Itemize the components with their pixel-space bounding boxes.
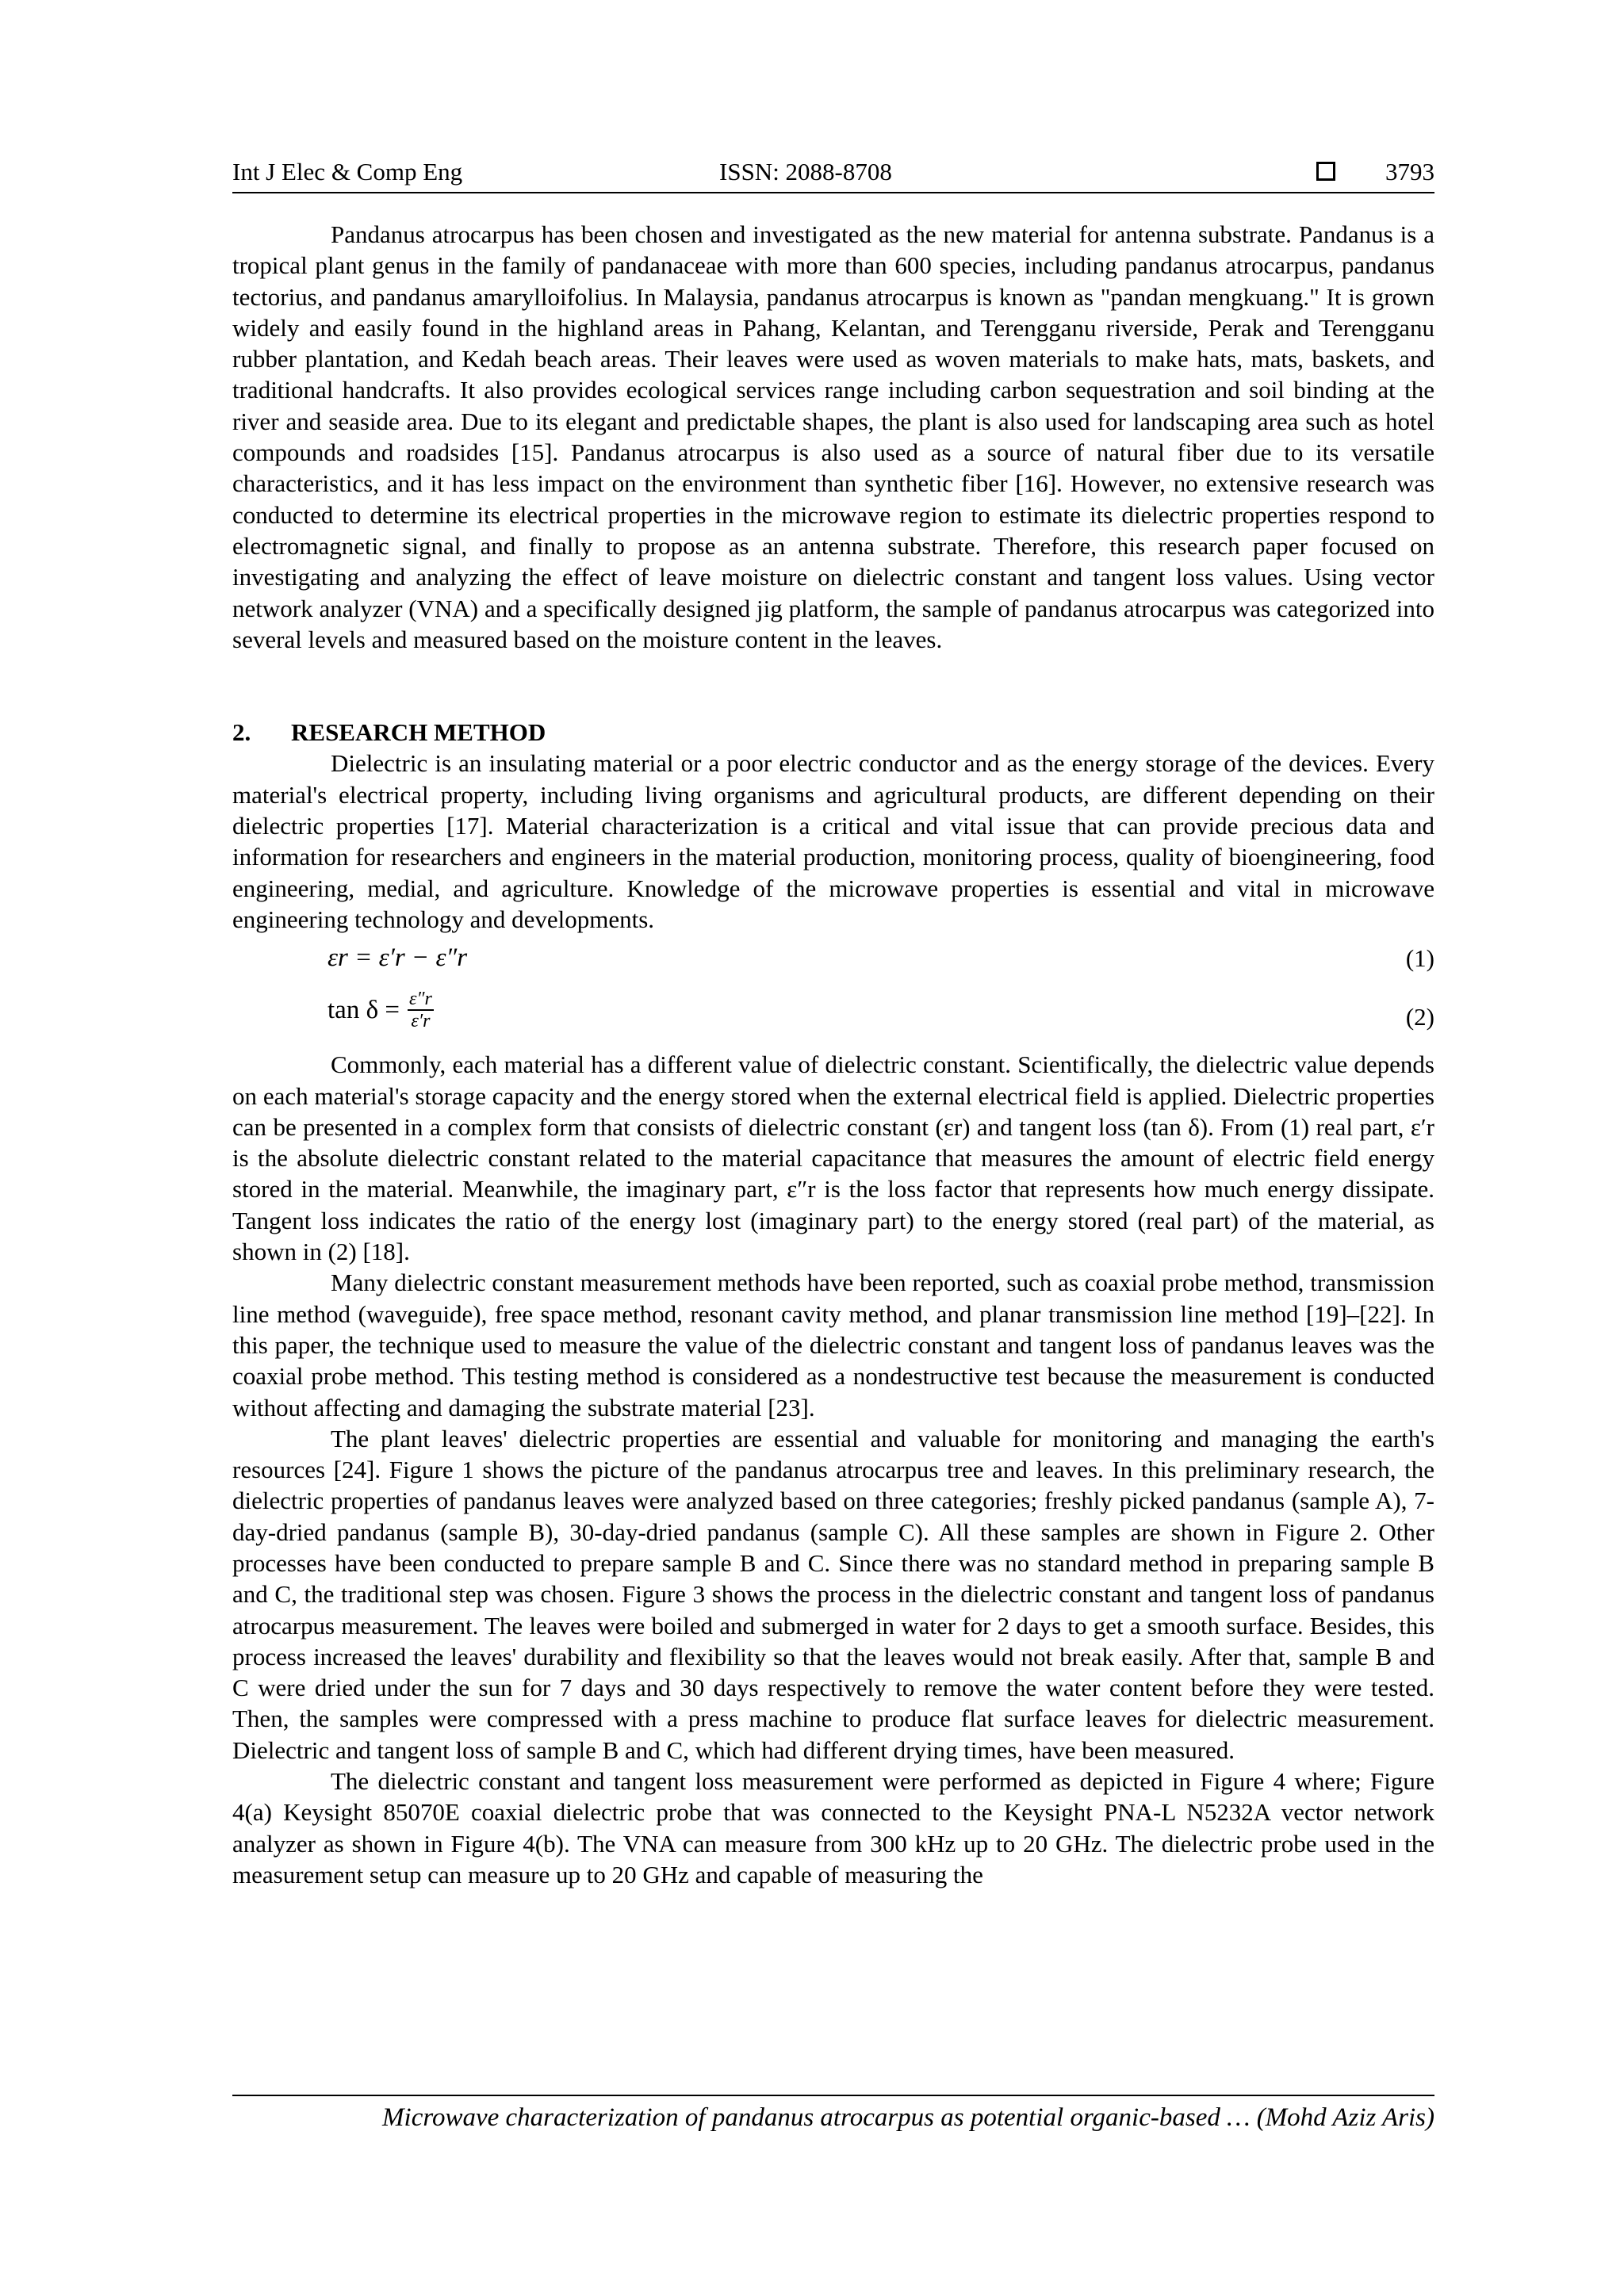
issn: ISSN: 2088-8708 [719,158,892,186]
equation-1-number: (1) [1405,944,1434,973]
journal-name: Int J Elec & Comp Eng [232,158,463,186]
section-heading [232,717,1434,748]
equation-2 [232,982,1434,1049]
footer-rule [232,2095,1434,2096]
page-footer: Microwave characterization of pandanus atrocarpus as potential organic-based … (Mohd Aziz Aris) [382,2103,1434,2132]
method-paragraph-1: Dielectric is an insulating material or a poor electric conductor and as the energy storage of the devices. Every material's electrical property, including living organisms and agricultural products, are different depending on their dielectric properties [17]. Material characterization is a critical and vital issue that can provide precious data and information for researchers and engineers in the material production, monitoring process, quality of bioengineering, food engineering, medial, and agriculture. Knowledge of the microwave properties is essential and vital in microwave engineering technology and developments. [232,749,1434,933]
equation-2-lhs: tan δ = [327,995,400,1024]
intro-paragraph: Pandanus atrocarpus has been chosen and investigated as the new material for antenna substrate. Pandanus is a tropical plant genus in the family of pandanaceae with more than 600 species, including pandanus atrocarpus, pandanus tectorius, and pandanus amarylloifolius. In Malaysia, pandanus atrocarpus is known as "pandan mengkuang." It is grown widely and easily found in the highland areas in Pahang, Kelantan, and Terengganu riverside, Perak and Terengganu rubber plantation, and Kedah beach areas. Their leaves were used as woven materials to make hats, mats, baskets, and traditional handcrafts. It also provides ecological services range including carbon sequestration and soil binding at the river and seaside area. Due to its elegant and predictable shapes, the plant is also used for landscaping area such as hotel compounds and roadsides [15]. Pandanus atrocarpus is also used as a source of natural fiber due to its versatile characteristics, and it has less impact on the environment than synthetic fiber [16]. However, no extensive research was conducted to determine its electrical properties in the microwave region to estimate its dielectric properties respond to electromagnetic signal, and finally to propose as an antenna substrate. Therefore, this research paper focused on investigating and analyzing the effect of leave moisture on dielectric constant and tangent loss values. Using vector network analyzer (VNA) and a specifically designed jig platform, the sample of pandanus atrocarpus was categorized into several levels and measured based on the moisture content in the leaves. [232,220,1434,653]
square-icon [1316,162,1335,181]
page-body [232,219,1434,1890]
equation-2-number: (2) [1405,1003,1434,1031]
page-header [232,155,1434,193]
equation-2-fraction [408,989,434,1031]
section-number: 2. [232,718,251,747]
section-title: RESEARCH METHOD [291,718,546,747]
method-paragraph-5: The dielectric constant and tangent loss measurement were performed as depicted in Figure 4 where; Figure 4(a) Keysight 85070E coaxial dielectric probe that was connected to the Keysight PNA-L N5232A vector network analyzer as shown in Figure 4(b). The VNA can measure from 300 kHz up to 20 GHz. The dielectric probe used in the measurement setup can measure up to 20 GHz and capable of measuring the [232,1767,1434,1888]
method-paragraph-3: Many dielectric constant measurement methods have been reported, such as coaxial probe method, transmission line method (waveguide), free space method, resonant cavity method, and planar transmission line method [19]–[22]. In this paper, the technique used to measure the value of the dielectric constant and tangent loss of pandanus leaves was the coaxial probe method. This testing method is considered as a nondestructive test because the measurement is conducted without affecting and damaging the substrate material [23]. [232,1269,1434,1422]
equation-2-denominator: ε′r [411,1011,431,1032]
method-paragraph-2: Commonly, each material has a different value of dielectric constant. Scientifically, the dielectric value depends on each material's storage capacity and the energy stored when the external electrical field is applied. Dielectric properties can be presented in a complex form that consists of dielectric constant (εr) and tangent loss (tan δ). From (1) real part, ε′r is the absolute dielectric constant related to the material capacitance that measures the amount of electric field energy stored in the material. Meanwhile, the imaginary part, ε″r is the loss factor that represents how much energy dissipate. Tangent loss indicates the ratio of the energy lost (imaginary part) to the energy stored (real part) of the material, as shown in (2) [18]. [232,1050,1434,1266]
method-paragraph-4: The plant leaves' dielectric properties are essential and valuable for monitoring and managing the earth's resources [24]. Figure 1 shows the picture of the pandanus atrocarpus tree and leaves. In this preliminary research, the dielectric properties of pandanus leaves were analyzed based on three categories; freshly picked pandanus (sample A), 7-day-dried pandanus (sample B), 30-day-dried pandanus (sample C). All these samples are shown in Figure 2. Other processes have been conducted to prepare sample B and C. Since there was no standard method in preparing sample B and C, the traditional step was chosen. Figure 3 shows the process in the dielectric constant and tangent loss of pandanus atrocarpus measurement. The leaves were boiled and submerged in water for 2 days to get a smooth surface. Besides, this process increased the leaves' durability and flexibility so that the leaves would not break easily. After that, sample B and C were dried under the sun for 7 days and 30 days respectively to remove the water content before they were tested. Then, the samples were compressed with a press machine to produce flat surface leaves for dielectric measurement. Dielectric and tangent loss of sample B and C, which had different drying times, have been measured. [232,1424,1434,1764]
page-number: 3793 [1385,158,1434,186]
equation-1-expression: εr = ε′r − ε″r [327,943,468,973]
equation-1 [232,935,1434,982]
equation-2-numerator: ε″r [408,989,432,1010]
